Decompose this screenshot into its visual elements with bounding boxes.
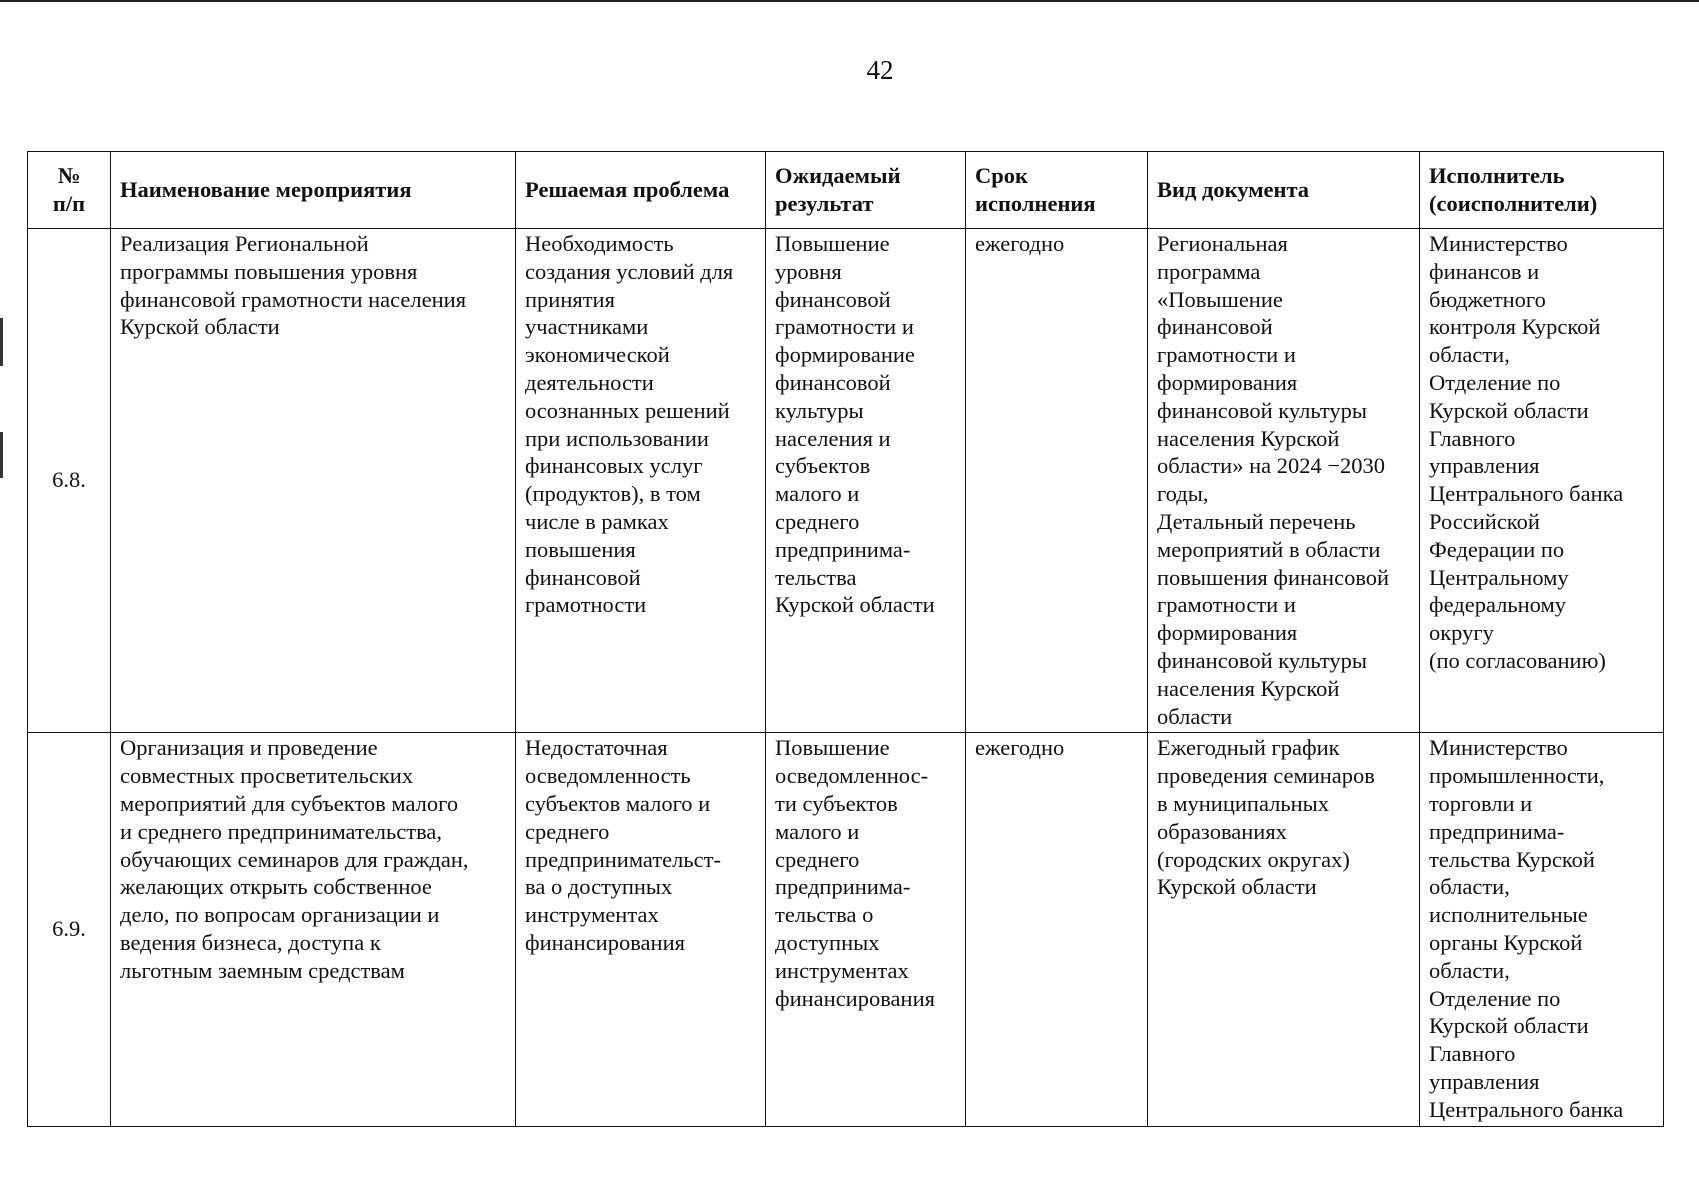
executor: Министерство промышленности, торговли и предпринима- тельства Курской области, исполнительные органы Курской области, Отделение по Курской области Главного управления Центрального банка — [1420, 733, 1664, 1126]
document-type: Региональная программа «Повышение финансовой грамотности и формирования финансовой культуры населения Курской области» на 2024 −2030 годы, Детальный перечень мероприятий в области повышения финансовой грамотности и формирования финансовой культуры населения Курской области — [1148, 229, 1420, 733]
measures-table — [27, 151, 1664, 1127]
scan-edge-mark — [0, 432, 3, 478]
expected-result: Повышение уровня финансовой грамотности и формирование финансовой культуры населения и субъектов малого и среднего предпринима- тельства Курской области — [766, 229, 966, 733]
header-problem: Решаемая проблема — [516, 152, 766, 229]
measure-name: Организация и проведение совместных просветительских мероприятий для субъектов малого и среднего предпринимательства, обучающих семинаров для граждан, желающих открыть собственное дело, по вопросам организации и ведения бизнеса, доступа к льготным заемным средствам — [111, 733, 516, 1126]
problem: Недостаточная осведомленность субъектов малого и среднего предпринимательст- ва о доступных инструментах финансирования — [516, 733, 766, 1126]
page-number: 42 — [866, 55, 894, 85]
measure-name: Реализация Региональной программы повышения уровня финансовой грамотности населения Курской области — [111, 229, 516, 733]
table-row — [28, 733, 1664, 1126]
header-expected-result: Ожидаемый результат — [766, 152, 966, 229]
row-number: 6.9. — [28, 733, 111, 1126]
deadline: ежегодно — [966, 733, 1148, 1126]
top-edge-rule — [0, 0, 1699, 2]
header-deadline: Срок исполнения — [966, 152, 1148, 229]
expected-result: Повышение осведомленнос- ти субъектов малого и среднего предпринима- тельства о доступных инструментах финансирования — [766, 733, 966, 1126]
header-number: № п/п — [28, 152, 111, 229]
header-measure-name: Наименование мероприятия — [111, 152, 516, 229]
problem: Необходимость создания условий для принятия участниками экономической деятельности осознанных решений при использовании финансовых услуг (продуктов), в том числе в рамках повышения финансовой грамотности — [516, 229, 766, 733]
header-document-type: Вид документа — [1148, 152, 1420, 229]
table-row — [28, 229, 1664, 733]
row-number: 6.8. — [28, 229, 111, 733]
header-executor: Исполнитель (соисполнители) — [1420, 152, 1664, 229]
executor: Министерство финансов и бюджетного контроля Курской области, Отделение по Курской области Главного управления Центрального банка Российской Федерации по Центральному федеральному округу (по согласованию) — [1420, 229, 1664, 733]
scan-edge-mark — [0, 318, 3, 366]
table-header-row — [28, 152, 1664, 229]
deadline: ежегодно — [966, 229, 1148, 733]
document-type: Ежегодный график проведения семинаров в муниципальных образованиях (городских округах) Курской области — [1148, 733, 1420, 1126]
